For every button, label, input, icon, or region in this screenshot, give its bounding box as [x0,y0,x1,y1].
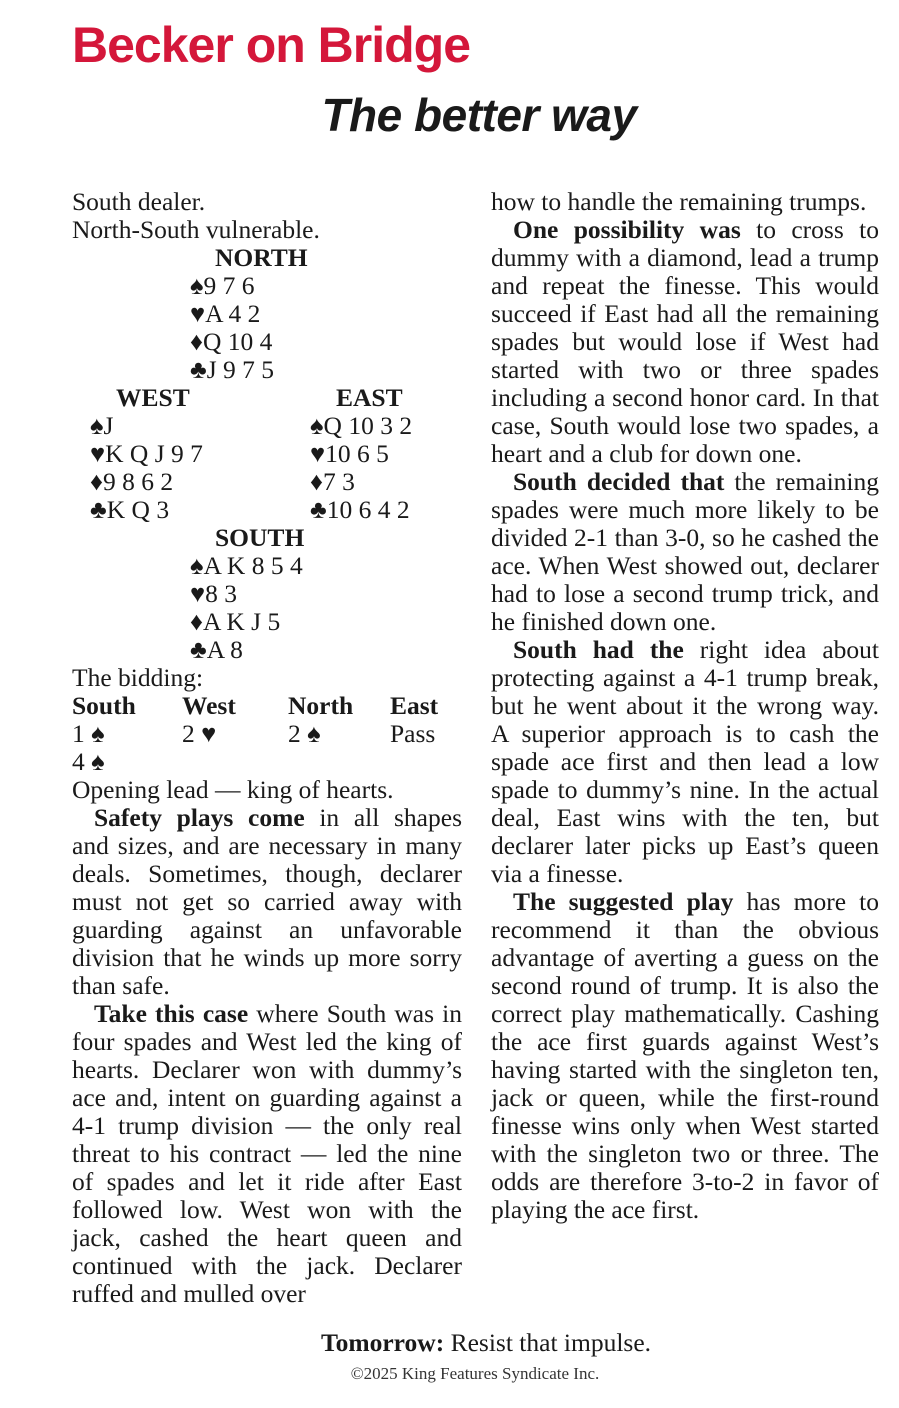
tomorrow-teaser [0,1328,899,1358]
vulnerability-line: North-South vulnerable. [72,215,320,244]
paragraph-lead: Take this case [94,999,249,1028]
west-spades: ♠J [90,411,114,440]
bid-header-east: East [390,691,439,720]
bid-cell: Pass [390,719,436,748]
south-hand [72,524,462,664]
south-hearts: ♥8 3 [190,579,238,608]
west-label: WEST [116,383,190,412]
east-spades: ♠Q 10 3 2 [310,411,413,440]
paragraph-lead: South had the [513,635,684,664]
bidding-title: The bidding: [72,663,204,692]
paragraph [491,636,879,888]
paragraph-lead: South decided that [513,467,725,496]
tomorrow-text: Resist that impulse. [444,1328,652,1357]
east-clubs: ♣10 6 4 2 [310,495,410,524]
paragraph-text: where South was in four spades and West led the king of hearts. Declarer won with dummy’s ace and, intent on guarding against a 4-1 trump division — the only real threat to his contract — led the nine of spades and let it ride after East followed low. West won with the jack, cashed the heart queen and continued with the jack. Declarer ruffed and mulled over [72,999,462,1308]
east-label: EAST [336,383,403,412]
north-hand [72,244,462,384]
article-title: The better way [321,89,637,141]
north-clubs: ♣J 9 7 5 [190,355,275,384]
right-column [491,188,879,1224]
paragraph-continuation: how to handle the remaining trumps. [491,187,867,216]
left-column [72,188,462,1308]
north-spades: ♠9 7 6 [190,271,255,300]
west-hearts: ♥K Q J 9 7 [90,439,203,468]
bidding-row [72,720,462,748]
south-clubs: ♣A 8 [190,635,243,664]
bid-cell: 4 ♠ [72,747,105,776]
paragraph-lead: The suggested play [513,887,734,916]
bid-header-west: West [182,691,236,720]
bid-cell: 2 ♥ [182,719,217,748]
bid-cell: 1 ♠ [72,719,105,748]
paragraph-text: has more to recommend it than the obvious advantage of averting a guess on the second round of trump. It is also the correct play mathematically. Cashing the ace first guards against West’s having started with the singleton ten, jack or queen, while the first-round finesse wins only when West started with the singleton two or three. The odds are therefore 3-to-2 in favor of playing the ace first. [491,887,879,1224]
tomorrow-label: Tomorrow: [320,1328,445,1357]
bid-header-south: South [72,691,136,720]
copyright: ©2025 King Features Syndicate Inc. [350,1364,600,1383]
paragraph-lead: One possibility was [513,215,741,244]
west-east-hands [72,384,462,524]
south-diamonds: ♦A K J 5 [190,607,281,636]
paragraph [491,468,879,636]
opening-lead: Opening lead — king of hearts. [72,775,394,804]
paragraph-text: right idea about protecting against a 4-1 trump break, but he went about it the wrong way. A superior approach is to cash the spade ace first and then lead a low spade to dummy’s nine. In the actual deal, East wins with the ten, but declarer later picks up East’s queen via a finesse. [491,635,879,888]
bidding-header-row [72,692,462,720]
south-label: SOUTH [215,523,305,552]
west-clubs: ♣K Q 3 [90,495,170,524]
paragraph [491,216,879,468]
east-diamonds: ♦7 3 [310,467,355,496]
bid-cell: 2 ♠ [288,719,321,748]
paragraph-text: to cross to dummy with a diamond, lead a trump and repeat the finesse. This would succeed if East had all the remaining spades but would lose if West had started with two or three spades including a second honor card. In that case, South would lose two spades, a heart and a club for down one. [491,215,879,468]
east-hearts: ♥10 6 5 [310,439,389,468]
paragraph [72,1000,462,1308]
paragraph-text: in all shapes and sizes, and are necessary in many deals. Sometimes, though, declarer must not get so carried away with guarding against an unfavorable division that he winds up more sorry than safe. [72,803,462,1000]
north-hearts: ♥A 4 2 [190,299,261,328]
dealer-line: South dealer. [72,187,206,216]
bid-header-north: North [288,691,354,720]
paragraph [72,804,462,1000]
masthead: Becker on Bridge [72,17,471,73]
bidding-row [72,748,462,776]
paragraph-text: the remaining spades were much more likely to be divided 2-1 than 3-0, so he cashed the ace. When West showed out, declarer had to lose a second trump trick, and he finished down one. [491,467,879,636]
paragraph [491,888,879,1224]
north-label: NORTH [215,243,308,272]
paragraph-lead: Safety plays come [94,803,305,832]
south-spades: ♠A K 8 5 4 [190,551,303,580]
north-diamonds: ♦Q 10 4 [190,327,273,356]
west-diamonds: ♦9 8 6 2 [90,467,174,496]
